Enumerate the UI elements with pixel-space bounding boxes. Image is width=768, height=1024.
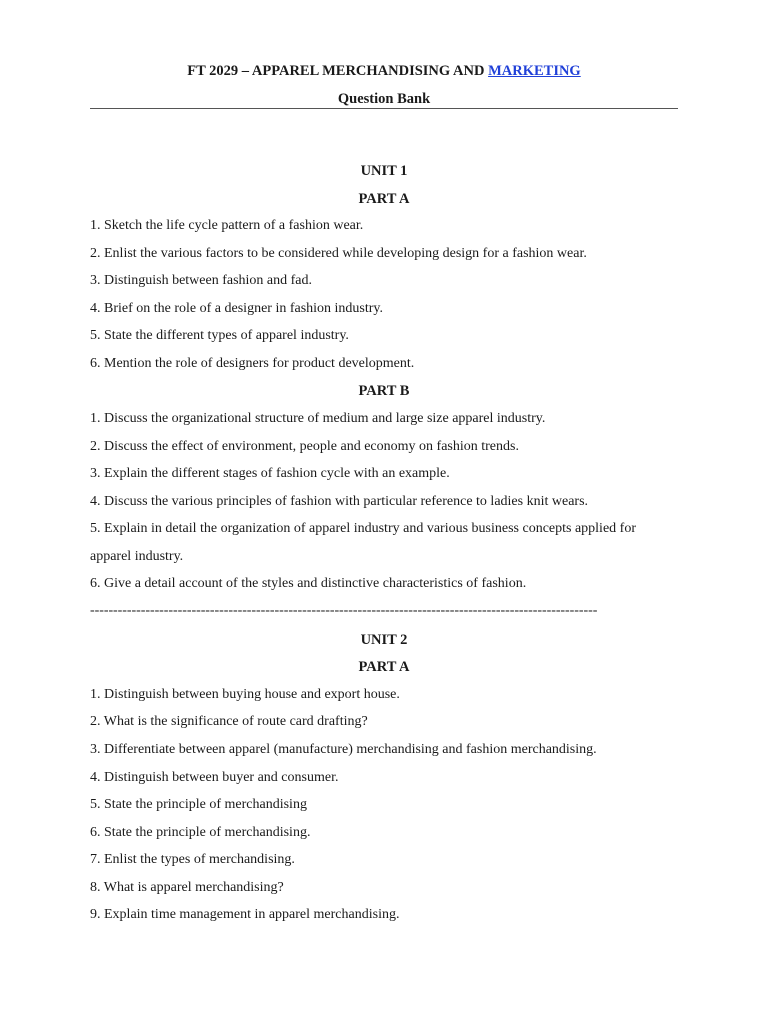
question-item: 3. Distinguish between fashion and fad. — [90, 273, 313, 288]
question-item: 4. Discuss the various principles of fashion with particular reference to ladies knit wears. — [90, 494, 589, 509]
title-text: FT 2029 – APPAREL MERCHANDISING AND — [187, 63, 489, 79]
unit-separator: -------------------------------------------------------------------------------------------------------------- — [90, 603, 598, 618]
question-item: 2. What is the significance of route card drafting? — [90, 714, 368, 729]
question-item: 2. Enlist the various factors to be considered while developing design for a fashion wear. — [90, 246, 587, 261]
header-divider — [90, 108, 678, 109]
question-item: 6. State the principle of merchandising. — [90, 825, 311, 840]
question-item: 1. Discuss the organizational structure of medium and large size apparel industry. — [90, 411, 546, 426]
question-item: 5. Explain in detail the organization of apparel industry and various business concepts applied for — [90, 521, 636, 536]
question-item: 2. Discuss the effect of environment, people and economy on fashion trends. — [90, 439, 519, 454]
question-item: 3. Explain the different stages of fashion cycle with an example. — [90, 466, 450, 481]
question-item: 1. Distinguish between buying house and export house. — [90, 687, 400, 702]
question-item: 9. Explain time management in apparel merchandising. — [90, 907, 400, 922]
question-item: 5. State the different types of apparel industry. — [90, 328, 349, 343]
marketing-link[interactable]: MARKETING — [488, 63, 581, 79]
document-title — [0, 61, 768, 81]
unit1-heading: UNIT 1 — [360, 163, 408, 179]
question-item-continuation: apparel industry. — [90, 549, 184, 564]
question-item: 8. What is apparel merchandising? — [90, 880, 284, 895]
unit2-part-a-heading: PART A — [358, 659, 410, 675]
question-item: 4. Brief on the role of a designer in fashion industry. — [90, 301, 384, 316]
question-item: 5. State the principle of merchandising — [90, 797, 307, 812]
question-item: 3. Differentiate between apparel (manufacture) merchandising and fashion merchandising. — [90, 742, 597, 757]
question-item: 1. Sketch the life cycle pattern of a fashion wear. — [90, 218, 364, 233]
question-item: 7. Enlist the types of merchandising. — [90, 852, 295, 867]
unit1-part-b-heading: PART B — [358, 383, 410, 399]
question-item: 4. Distinguish between buyer and consumer. — [90, 770, 339, 785]
question-item: 6. Give a detail account of the styles and distinctive characteristics of fashion. — [90, 576, 527, 591]
question-item: 6. Mention the role of designers for product development. — [90, 356, 415, 371]
unit1-part-a-heading: PART A — [358, 191, 410, 207]
unit2-heading: UNIT 2 — [360, 632, 408, 648]
document-subtitle: Question Bank — [337, 91, 431, 107]
